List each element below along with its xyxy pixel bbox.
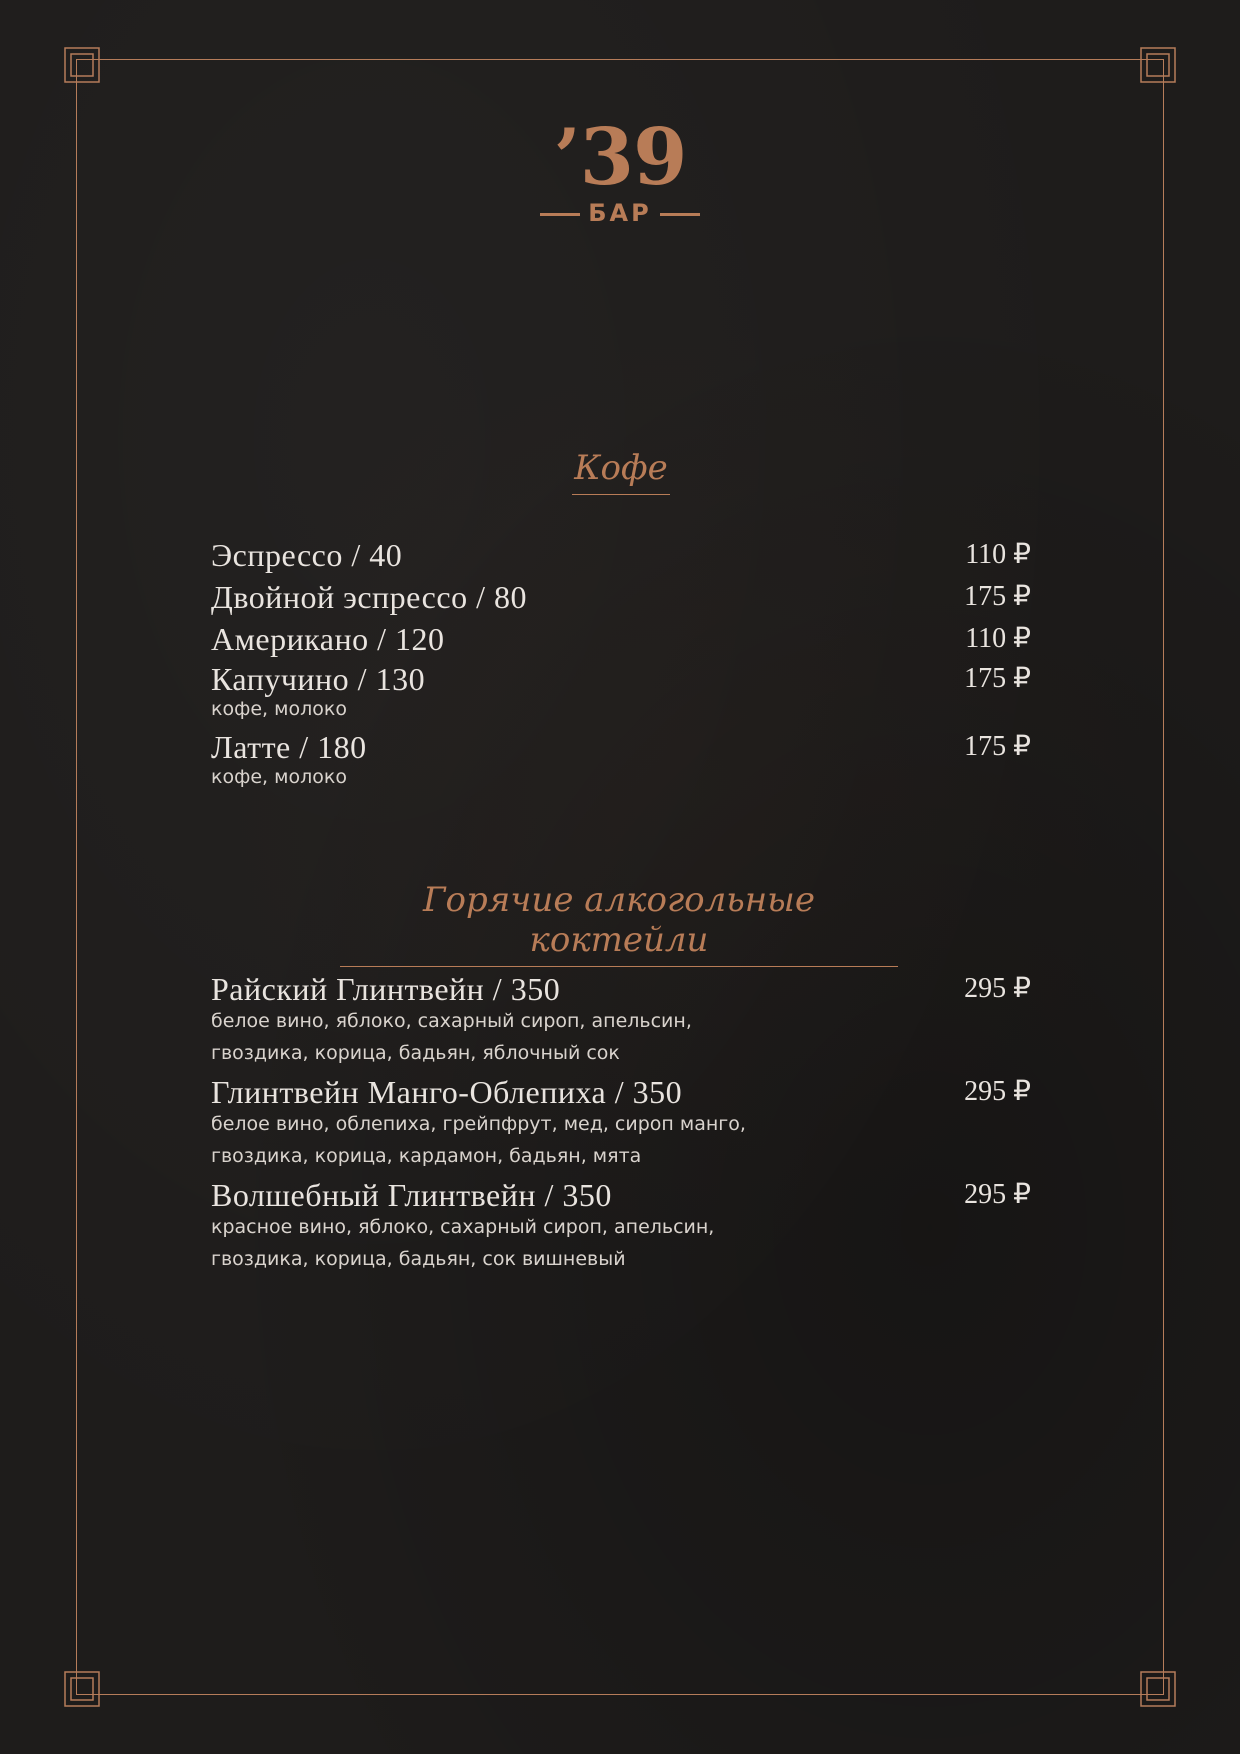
menu-item (211, 1176, 1031, 1276)
item-name: Латте / 180 (211, 729, 367, 765)
item-price: 295 ₽ (964, 1076, 1031, 1107)
item-description: красное вино, яблоко, сахарный сироп, апельсин, (211, 1216, 715, 1238)
menu-item (211, 728, 1031, 790)
item-description: белое вино, яблоко, сахарный сироп, апельсин, (211, 1010, 692, 1032)
item-price: 295 ₽ (964, 1179, 1031, 1210)
corner-ornament-icon (64, 47, 100, 83)
item-price: 110 ₽ (965, 623, 1031, 654)
corner-ornament-icon (64, 1671, 100, 1707)
item-description: кофе, молоко (211, 766, 347, 788)
section-title-coffee: Кофе (572, 448, 670, 495)
item-price: 175 ₽ (964, 581, 1031, 612)
menu-border-frame (76, 59, 1164, 1695)
logo-rule-right (660, 213, 700, 216)
item-description: гвоздика, корица, бадьян, сок вишневый (211, 1248, 626, 1270)
item-name: Американо / 120 (211, 621, 445, 657)
section-title-hot-cocktails: Горячие алкогольные коктейли (340, 880, 898, 967)
item-name: Глинтвейн Манго-Облепиха / 350 (211, 1074, 683, 1110)
logo-number: ’39 (553, 112, 687, 203)
item-name: Капучино / 130 (211, 661, 426, 697)
item-name: Райский Глинтвейн / 350 (211, 971, 561, 1007)
corner-ornament-icon (1140, 1671, 1176, 1707)
menu-item (211, 536, 1031, 574)
corner-ornament-icon (1140, 47, 1176, 83)
item-price: 295 ₽ (964, 973, 1031, 1004)
menu-item (211, 660, 1031, 722)
logo-subtitle-row (540, 198, 700, 228)
item-description: гвоздика, корица, бадьян, яблочный сок (211, 1042, 620, 1064)
bar-logo (540, 112, 700, 228)
item-price: 175 ₽ (964, 663, 1031, 694)
logo-subtitle: БАР (588, 199, 652, 227)
item-name: Волшебный Глинтвейн / 350 (211, 1177, 612, 1213)
item-description: гвоздика, корица, кардамон, бадьян, мята (211, 1145, 642, 1167)
item-price: 110 ₽ (965, 539, 1031, 570)
item-description: кофе, молоко (211, 698, 347, 720)
menu-item (211, 970, 1031, 1070)
logo-rule-left (540, 213, 580, 216)
menu-item (211, 578, 1031, 616)
item-name: Эспрессо / 40 (211, 537, 403, 573)
menu-item (211, 1073, 1031, 1173)
item-name: Двойной эспрессо / 80 (211, 579, 527, 615)
item-price: 175 ₽ (964, 731, 1031, 762)
menu-item (211, 620, 1031, 658)
item-description: белое вино, облепиха, грейпфрут, мед, сироп манго, (211, 1113, 746, 1135)
